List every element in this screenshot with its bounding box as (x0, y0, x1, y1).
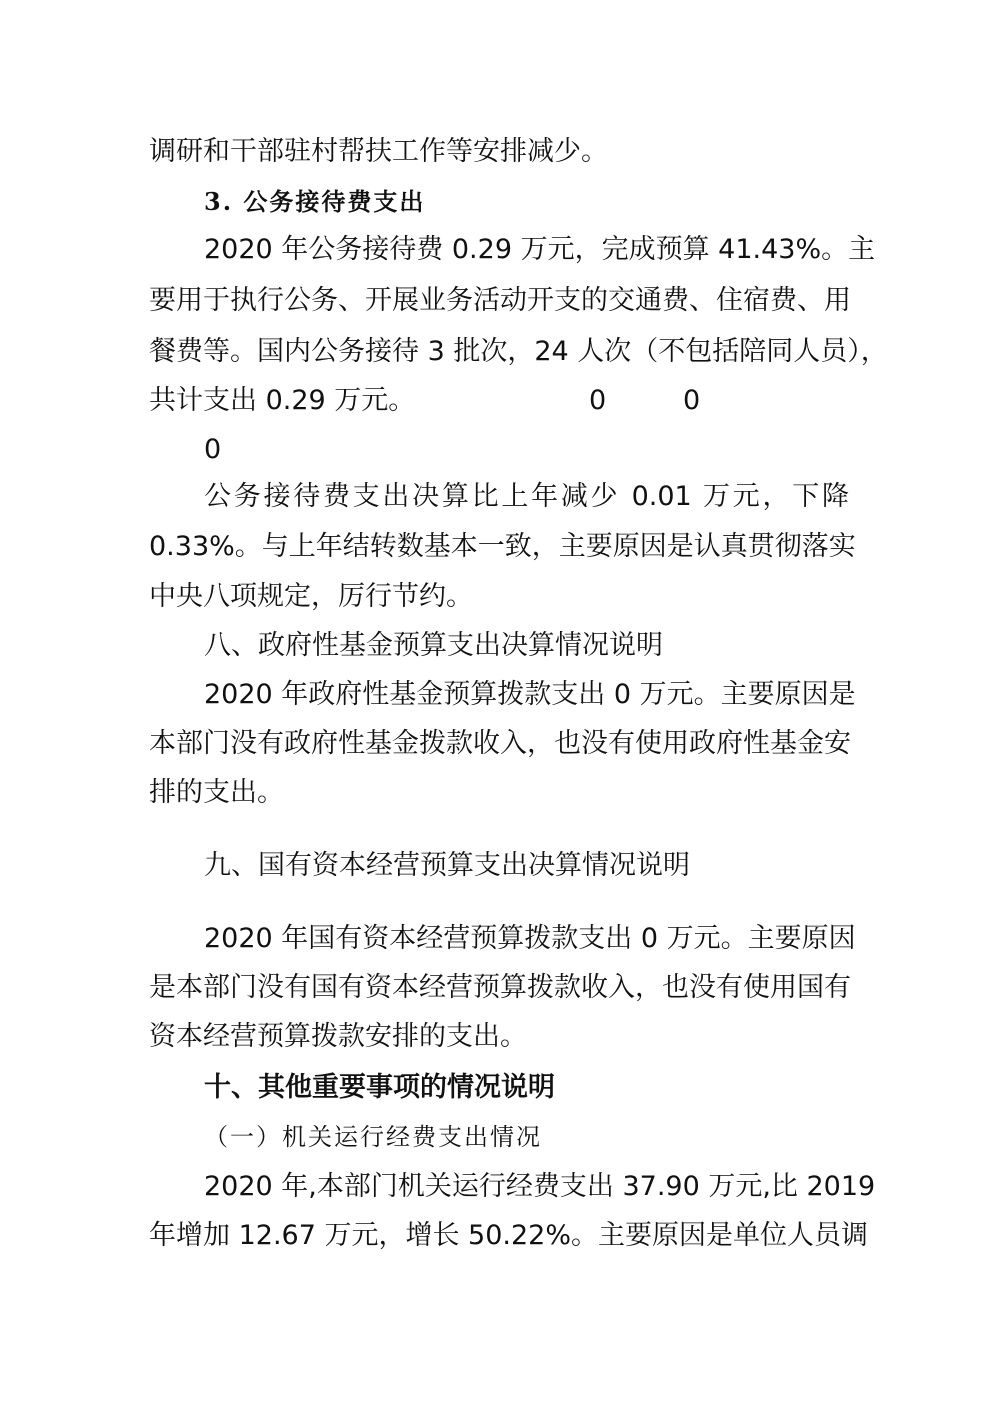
body-line: 是本部门没有国有资本经营预算拨款收入，也没有使用国有 (149, 972, 851, 1003)
body-line: 0 (204, 434, 222, 465)
subsection-heading: 3. 公务接待费支出 (204, 187, 426, 216)
body-line: 2020 年政府性基金预算拨款支出 0 万元。主要原因是 (204, 679, 856, 710)
body-line: 年增加 12.67 万元，增长 50.22%。主要原因是单位人员调 (149, 1220, 868, 1251)
body-line: 0.33%。与上年结转数基本一致，主要原因是认真贯彻落实 (149, 531, 856, 562)
body-line: 2020 年,本部门机关运行经费支出 37.90 万元,比 2019 (204, 1171, 876, 1202)
body-line: 调研和干部驻村帮扶工作等安排减少。 (149, 136, 608, 167)
body-line: 2020 年国有资本经营预算拨款支出 0 万元。主要原因 (204, 923, 856, 954)
body-line: 要用于执行公务、开展业务活动开支的交通费、住宿费、用 (149, 285, 851, 316)
body-line: 共计支出 0.29 万元。 (149, 385, 416, 416)
body-line: 中央八项规定，厉行节约。 (149, 581, 473, 612)
stray-zero: 0 (589, 385, 607, 416)
section-heading: 九、国有资本经营预算支出决算情况说明 (204, 850, 690, 881)
body-line: 资本经营预算拨款安排的支出。 (149, 1021, 527, 1052)
body-line: 本部门没有政府性基金拨款收入，也没有使用政府性基金安 (149, 728, 851, 759)
body-line: 2020 年公务接待费 0.29 万元，完成预算 41.43%。主 (204, 234, 876, 265)
body-line: 餐费等。国内公务接待 3 批次，24 人次（不包括陪同人员）， (149, 336, 888, 367)
body-line: 排的支出。 (149, 777, 284, 808)
section-heading: 十、其他重要事项的情况说明 (204, 1072, 555, 1103)
section-heading: 八、政府性基金预算支出决算情况说明 (204, 630, 663, 661)
subsection-heading: （一）机关运行经费支出情况 (204, 1123, 542, 1151)
body-line: 公务接待费支出决算比上年减少 0.01 万元，下降 (204, 481, 849, 512)
stray-zero: 0 (683, 385, 701, 416)
